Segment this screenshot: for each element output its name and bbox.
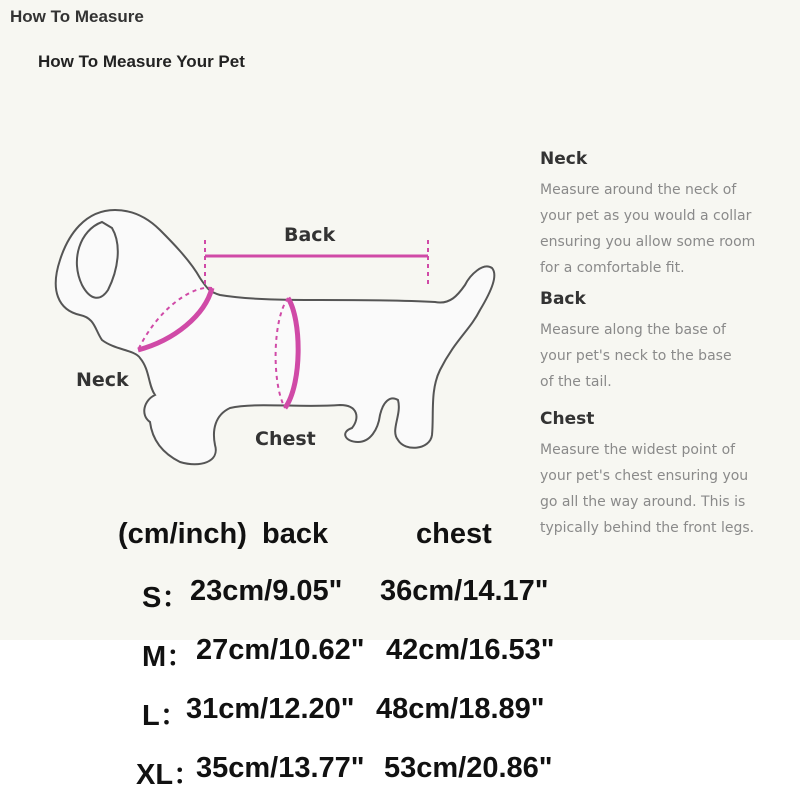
size-back: 23cm/9.05" [190, 575, 343, 607]
diagram-label-chest: Chest [255, 428, 316, 450]
size-chest: 48cm/18.89" [376, 693, 545, 725]
header-chest: chest [416, 518, 492, 550]
size-row [0, 575, 800, 615]
size-row [0, 752, 800, 792]
size-label: L： [142, 700, 189, 732]
size-chest: 36cm/14.17" [380, 575, 549, 607]
size-label: S： [142, 582, 191, 614]
header-back: back [262, 518, 329, 550]
size-back: 27cm/10.62" [196, 634, 365, 666]
section-title: How To Measure Your Pet [38, 52, 245, 71]
diagram-label-back: Back [284, 224, 336, 246]
size-row [0, 693, 800, 733]
info-back-title: Back [540, 289, 586, 309]
size-row [0, 634, 800, 674]
diagram-label-neck: Neck [76, 369, 129, 391]
info-neck-title: Neck [540, 149, 588, 169]
page-title: How To Measure [10, 7, 144, 26]
size-back: 31cm/12.20" [186, 693, 355, 725]
info-neck [540, 149, 790, 281]
size-label: M： [142, 641, 196, 673]
size-chest: 42cm/16.53" [386, 634, 555, 666]
info-back-text: Measure along the base of your pet's neck to the base of the tail. [540, 322, 732, 390]
info-back [540, 289, 790, 395]
info-chest-title: Chest [540, 409, 595, 429]
size-table-header [0, 518, 800, 558]
size-chest: 53cm/20.86" [384, 752, 553, 784]
info-chest-text: Measure the widest point of your pet's chest ensuring you go all the way around. This is typically behind the front legs. [540, 442, 755, 536]
size-label: XL： [136, 759, 203, 791]
size-back: 35cm/13.77" [196, 752, 365, 784]
header-unit: (cm/inch) [118, 518, 247, 550]
info-neck-text: Measure around the neck of your pet as you would a collar ensuring you allow some room for a comfortable fit. [540, 182, 756, 276]
